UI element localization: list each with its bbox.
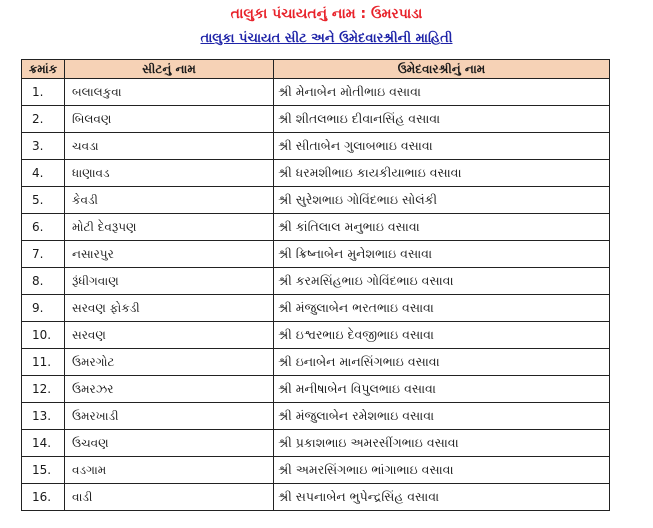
cell-serial-number: 6.	[22, 214, 65, 241]
page-title: તાલુકા પંચાયતનું નામ : ઉમરપાડા	[230, 6, 423, 22]
cell-candidate-name: શ્રી મંજુલાબેન રમેશભાઇ વસાવા	[274, 403, 610, 430]
cell-serial-number: 9.	[22, 295, 65, 322]
table-row	[22, 160, 610, 187]
cell-serial-number: 4.	[22, 160, 65, 187]
cell-seat-name: રૂંધીગવાણ	[65, 268, 274, 295]
cell-candidate-name: શ્રી કાંતિલાલ મનુભાઇ વસાવા	[274, 214, 610, 241]
header-candidate-name: ઉમેદવારશ્રીનું નામ	[274, 60, 610, 79]
cell-candidate-name: શ્રી ઇશ્વરભાઇ દેવજીભાઇ વસાવા	[274, 322, 610, 349]
table-row	[22, 106, 610, 133]
table-row	[22, 295, 610, 322]
cell-seat-name: મોટી દેવરૂપણ	[65, 214, 274, 241]
cell-serial-number: 13.	[22, 403, 65, 430]
table-row	[22, 349, 610, 376]
cell-serial-number: 7.	[22, 241, 65, 268]
table-row	[22, 403, 610, 430]
cell-seat-name: ઉમરખાડી	[65, 403, 274, 430]
cell-seat-name: ધાણાવડ	[65, 160, 274, 187]
page-subtitle: તાલુકા પંચાયત સીટ અને ઉમેદવારશ્રીની માહિતી	[200, 31, 453, 46]
cell-candidate-name: શ્રી સુરેશભાઇ ગોવિંદભાઇ સોલંકી	[274, 187, 610, 214]
cell-candidate-name: શ્રી પ્રકાશભાઇ અમરસીંગભાઇ વસાવા	[274, 430, 610, 457]
cell-seat-name: સરવણ ફોકડી	[65, 295, 274, 322]
cell-candidate-name: શ્રી ક્રિષ્નાબેન મુનેશભાઇ વસાવા	[274, 241, 610, 268]
cell-seat-name: કેવડી	[65, 187, 274, 214]
header-seat-name: સીટનું નામ	[65, 60, 274, 79]
header-serial-number: ક્રમાંક	[22, 60, 65, 79]
seat-candidate-table	[21, 59, 610, 511]
cell-serial-number: 3.	[22, 133, 65, 160]
cell-serial-number: 5.	[22, 187, 65, 214]
cell-candidate-name: શ્રી કરમસિંહભાઇ ગોવિંદભાઇ વસાવા	[274, 268, 610, 295]
cell-seat-name: ઉમરગોટ	[65, 349, 274, 376]
cell-candidate-name: શ્રી ઇનાબેન માનસિંગભાઇ વસાવા	[274, 349, 610, 376]
cell-candidate-name: શ્રી સપનાબેન ભુપેન્દ્રસિંહ વસાવા	[274, 484, 610, 511]
cell-seat-name: ઉમરઝર	[65, 376, 274, 403]
table-row	[22, 430, 610, 457]
cell-seat-name: વાડી	[65, 484, 274, 511]
cell-serial-number: 12.	[22, 376, 65, 403]
cell-seat-name: બલાલકુવા	[65, 79, 274, 106]
cell-seat-name: સરવણ	[65, 322, 274, 349]
cell-serial-number: 8.	[22, 268, 65, 295]
cell-seat-name: ઉચવણ	[65, 430, 274, 457]
cell-candidate-name: શ્રી મેનાબેન મોતીભાઇ વસાવા	[274, 79, 610, 106]
cell-seat-name: ચવડા	[65, 133, 274, 160]
cell-serial-number: 11.	[22, 349, 65, 376]
cell-candidate-name: શ્રી ધરમશીભાઇ કાયકીયાભાઇ વસાવા	[274, 160, 610, 187]
table-row	[22, 133, 610, 160]
cell-seat-name: નસારપુર	[65, 241, 274, 268]
table-row	[22, 457, 610, 484]
cell-serial-number: 16.	[22, 484, 65, 511]
table-row	[22, 376, 610, 403]
cell-serial-number: 2.	[22, 106, 65, 133]
table-row	[22, 322, 610, 349]
table-row	[22, 241, 610, 268]
cell-candidate-name: શ્રી શીતલભાઇ દીવાનસિંહ વસાવા	[274, 106, 610, 133]
table-row	[22, 214, 610, 241]
cell-serial-number: 15.	[22, 457, 65, 484]
cell-seat-name: બિલવણ	[65, 106, 274, 133]
table-header-row	[22, 60, 610, 79]
cell-serial-number: 14.	[22, 430, 65, 457]
cell-seat-name: વડગામ	[65, 457, 274, 484]
table-row	[22, 484, 610, 511]
cell-candidate-name: શ્રી મનીષાબેન વિપુલભાઇ વસાવા	[274, 376, 610, 403]
table-row	[22, 268, 610, 295]
cell-candidate-name: શ્રી સીતાબેન ગુલાબભાઇ વસાવા	[274, 133, 610, 160]
cell-serial-number: 1.	[22, 79, 65, 106]
cell-candidate-name: શ્રી મંજુલાબેન ભરતભાઇ વસાવા	[274, 295, 610, 322]
table-row	[22, 79, 610, 106]
table-row	[22, 187, 610, 214]
cell-candidate-name: શ્રી અમરસિંગભાઇ ભાંગાભાઇ વસાવા	[274, 457, 610, 484]
cell-serial-number: 10.	[22, 322, 65, 349]
